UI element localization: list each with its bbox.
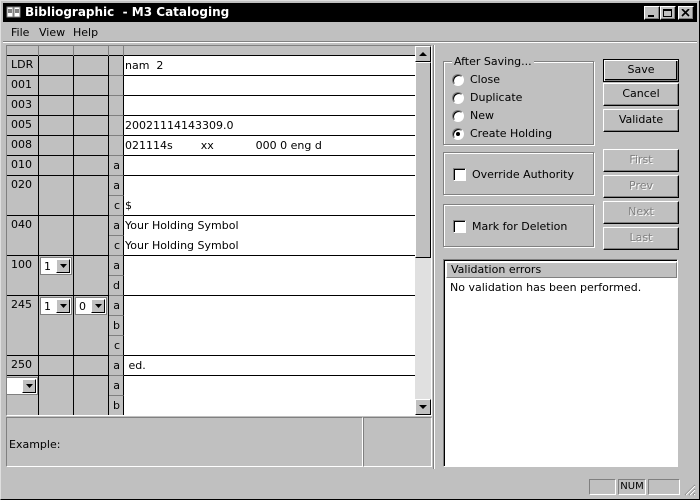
subfield-value[interactable]: [124, 96, 415, 116]
indicator-1[interactable]: [39, 116, 74, 136]
status-bar: [3, 477, 697, 497]
field-tag[interactable]: 040: [7, 216, 39, 256]
override-authority-box: [453, 168, 466, 181]
indicator-dropdown[interactable]: [40, 257, 72, 275]
subfield-code: [109, 76, 124, 96]
subfield-code: a: [109, 356, 124, 376]
indicator-2[interactable]: [74, 356, 109, 376]
maximize-button[interactable]: [660, 6, 676, 20]
next-button[interactable]: Next: [603, 201, 679, 224]
status-panel-blank: [589, 479, 616, 495]
subfield-code: a: [109, 176, 124, 196]
subfield-value[interactable]: [124, 76, 415, 96]
indicator-1[interactable]: [39, 156, 74, 176]
validation-errors-header[interactable]: Validation errors: [446, 262, 677, 278]
after-saving-title: After Saving...: [454, 55, 532, 68]
indicator-2[interactable]: [74, 296, 109, 356]
field-tag[interactable]: 005: [7, 116, 39, 136]
indicator-1[interactable]: [39, 136, 74, 156]
radio-new-label: New: [470, 109, 494, 122]
panel-splitter[interactable]: [433, 45, 435, 469]
cancel-button[interactable]: Cancel: [603, 83, 679, 106]
radio-duplicate-label: Duplicate: [470, 91, 523, 104]
indicator-2[interactable]: [74, 216, 109, 256]
menu-bar: [3, 23, 697, 41]
radio-create-holding-dot: [452, 128, 464, 140]
subfield-code: [109, 136, 124, 156]
example-panel: [6, 417, 363, 467]
subfield-value[interactable]: [124, 336, 415, 356]
indicator-dropdown[interactable]: [40, 297, 72, 315]
save-button[interactable]: Save: [603, 59, 679, 82]
subfield-code: c: [109, 196, 124, 216]
indicator-dropdown[interactable]: [6, 377, 38, 395]
subfield-value[interactable]: [124, 296, 415, 316]
validation-message: No validation has been performed.: [450, 281, 642, 294]
menu-view[interactable]: View: [39, 26, 66, 39]
example-label: Example:: [9, 438, 61, 451]
indicator-2[interactable]: [74, 96, 109, 116]
subfield-value[interactable]: Your Holding Symbol: [124, 236, 415, 256]
subfield-value[interactable]: [124, 156, 415, 176]
menu-help[interactable]: Help: [73, 26, 99, 39]
subfield-code: b: [109, 316, 124, 336]
last-button[interactable]: Last: [603, 227, 679, 250]
window-title: Bibliographic - M3 Cataloging: [25, 5, 230, 19]
subfield-value[interactable]: [124, 176, 415, 196]
subfield-code: b: [109, 396, 124, 416]
grid-scrollbar[interactable]: [415, 46, 431, 415]
menu-file[interactable]: File: [11, 26, 30, 39]
indicator-2[interactable]: [74, 116, 109, 136]
example-side-panel: [363, 417, 432, 467]
override-authority-group: [443, 152, 594, 195]
indicator-value: 0: [79, 300, 86, 313]
override-authority-label: Override Authority: [472, 168, 575, 181]
mark-for-deletion-box: [453, 220, 466, 233]
field-tag[interactable]: 003: [7, 96, 39, 116]
indicator-dropdown[interactable]: [75, 297, 107, 315]
chevron-down-icon[interactable]: [56, 299, 70, 313]
subfield-code: a: [109, 296, 124, 316]
subfield-value[interactable]: Your Holding Symbol: [124, 216, 415, 236]
indicator-1[interactable]: [39, 56, 74, 76]
radio-create-holding-label: Create Holding: [470, 127, 553, 140]
menu-separator: [3, 41, 697, 43]
scroll-down-button[interactable]: [415, 399, 431, 415]
field-tag[interactable]: 100: [7, 256, 39, 296]
chevron-down-icon[interactable]: [91, 299, 105, 313]
field-tag[interactable]: 008: [7, 136, 39, 156]
field-tag[interactable]: 020: [7, 176, 39, 216]
field-tag[interactable]: 001: [7, 76, 39, 96]
subfield-value[interactable]: ed.: [124, 356, 415, 376]
indicator-1[interactable]: [39, 176, 74, 216]
close-button[interactable]: [678, 6, 694, 20]
indicator-1[interactable]: [39, 356, 74, 376]
first-button[interactable]: First: [603, 149, 679, 172]
grid-header: [7, 46, 415, 56]
mark-deletion-group: [443, 204, 594, 247]
indicator-value: 1: [44, 260, 51, 273]
radio-close-dot: [452, 74, 464, 86]
indicator-2[interactable]: [74, 56, 109, 76]
subfield-value[interactable]: [124, 376, 415, 396]
marc-grid[interactable]: [6, 45, 432, 416]
field-tag[interactable]: 250: [7, 356, 39, 376]
scroll-thumb[interactable]: [415, 62, 431, 258]
radio-new-dot: [452, 110, 464, 122]
subfield-code: a: [109, 156, 124, 176]
subfield-code: d: [109, 276, 124, 296]
subfield-value[interactable]: [124, 316, 415, 336]
resize-grip-icon[interactable]: [684, 484, 696, 496]
indicator-2[interactable]: [74, 376, 109, 416]
subfield-value[interactable]: [124, 276, 415, 296]
subfield-value[interactable]: $: [124, 196, 415, 216]
field-tag[interactable]: 245: [7, 296, 39, 356]
indicator-2[interactable]: [74, 176, 109, 216]
prev-button[interactable]: Prev: [603, 175, 679, 198]
indicator-1[interactable]: [39, 76, 74, 96]
after-saving-group: [443, 55, 594, 145]
subfield-code: a: [109, 256, 124, 276]
status-num: NUM: [618, 479, 646, 495]
validation-errors-list[interactable]: [443, 259, 678, 467]
subfield-value[interactable]: [124, 256, 415, 276]
scroll-up-button[interactable]: [415, 46, 431, 62]
indicator-1[interactable]: [39, 216, 74, 256]
field-tag[interactable]: LDR: [7, 56, 39, 76]
indicator-1[interactable]: [39, 256, 74, 296]
minimize-button[interactable]: [644, 6, 660, 20]
indicator-1[interactable]: [39, 376, 74, 416]
radio-close-label: Close: [470, 73, 500, 86]
indicator-value: 1: [44, 300, 51, 313]
subfield-value[interactable]: [124, 396, 415, 416]
indicator-2[interactable]: [74, 156, 109, 176]
subfield-code: [109, 56, 124, 76]
indicator-2[interactable]: [74, 256, 109, 296]
subfield-code: c: [109, 336, 124, 356]
status-panel-blank-2: [648, 479, 680, 495]
field-tag[interactable]: 010: [7, 156, 39, 176]
indicator-2[interactable]: [74, 136, 109, 156]
indicator-1[interactable]: [39, 296, 74, 356]
subfield-code: a: [109, 216, 124, 236]
subfield-code: [109, 96, 124, 116]
mark-for-deletion-label: Mark for Deletion: [472, 220, 568, 233]
radio-duplicate-dot: [452, 92, 464, 104]
indicator-1[interactable]: [39, 96, 74, 116]
subfield-value[interactable]: nam 2: [124, 56, 415, 76]
subfield-code: c: [109, 236, 124, 256]
validate-button[interactable]: Validate: [603, 109, 679, 132]
subfield-code: [109, 116, 124, 136]
subfield-value[interactable]: 20021114143309.0: [124, 116, 415, 136]
subfield-value[interactable]: 021114s xx 000 0 eng d: [124, 136, 415, 156]
subfield-code: a: [109, 376, 124, 396]
title-bar[interactable]: [3, 3, 697, 22]
chevron-down-icon[interactable]: [22, 379, 36, 393]
indicator-2[interactable]: [74, 76, 109, 96]
chevron-down-icon[interactable]: [56, 259, 70, 273]
book-icon: [6, 5, 21, 19]
